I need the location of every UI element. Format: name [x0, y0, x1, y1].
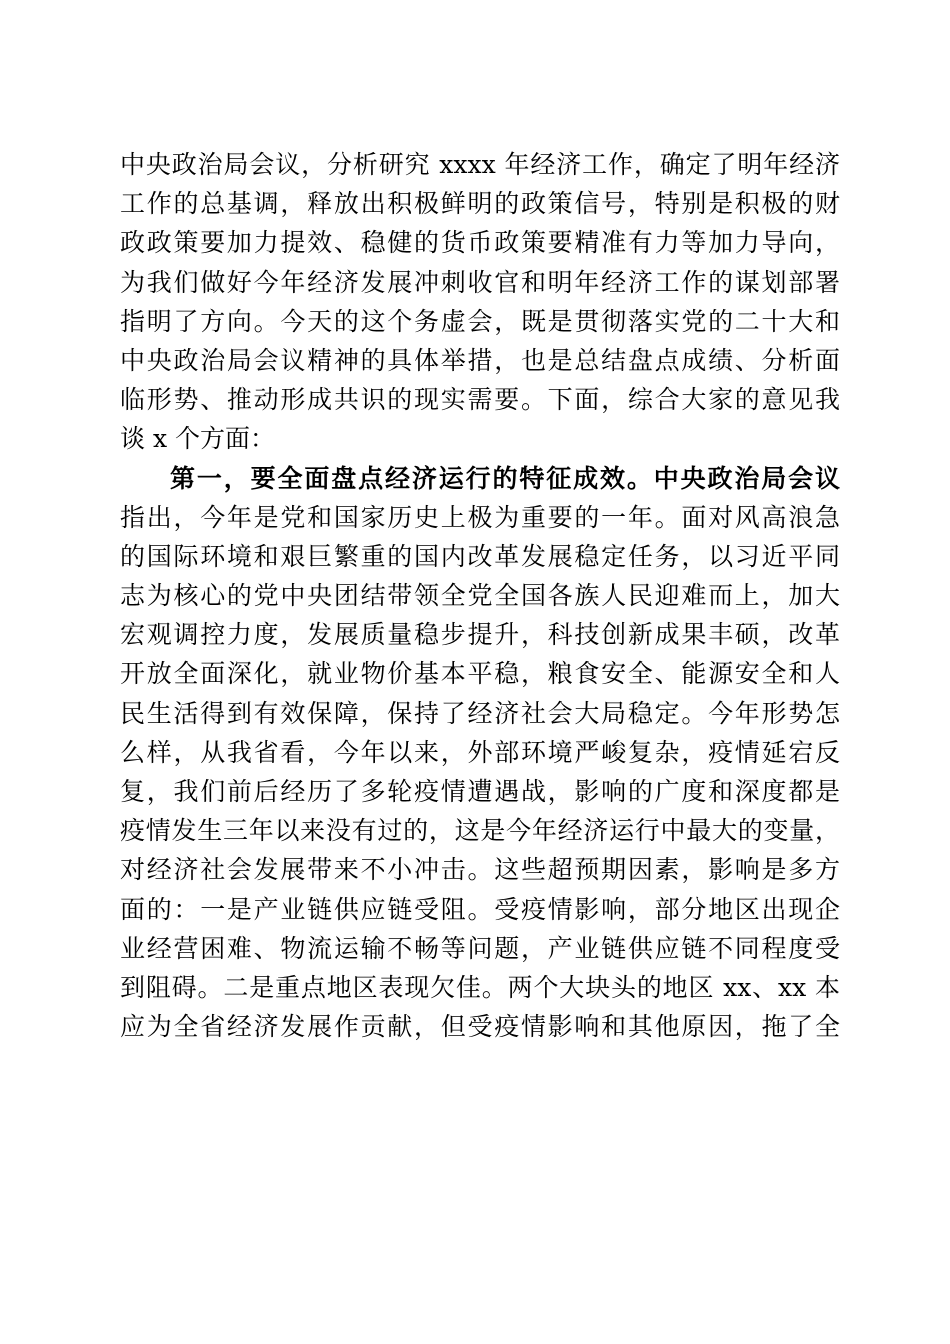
- text-line: 疫情发生三年以来没有过的，这是今年经济运行中最大的变量，: [120, 816, 840, 846]
- text-line: 中央政治局会议，分析研究 xxxx 年经济工作，确定了明年经济: [120, 150, 840, 179]
- text-line: 的国际环境和艰巨繁重的国内改革发展稳定任务，以习近平同: [120, 541, 840, 571]
- text-line: 指明了方向。今天的这个务虚会，既是贯彻落实党的二十大和: [120, 306, 840, 336]
- text-line: 面的：一是产业链供应链受阻。受疫情影响，部分地区出现企: [120, 894, 840, 924]
- text-line: 应为全省经济发展作贡献，但受疫情影响和其他原因，拖了全: [120, 1012, 840, 1042]
- text-line: 对经济社会发展带来不小冲击。这些超预期因素，影响是多方: [120, 855, 840, 885]
- text-line: 业经营困难、物流运输不畅等问题，产业链供应链不同程度受: [120, 933, 840, 963]
- text-line: 宏观调控力度，发展质量稳步提升，科技创新成果丰硕，改革: [120, 620, 840, 650]
- text-line: 政政策要加力提效、稳健的货币政策要精准有力等加力导向，: [120, 228, 840, 258]
- text-line: 到阻碍。二是重点地区表现欠佳。两个大块头的地区 xx、xx 本: [120, 972, 840, 1002]
- text-line: 工作的总基调，释放出积极鲜明的政策信号，特别是积极的财: [120, 189, 840, 219]
- text-line: 中央政治局会议精神的具体举措，也是总结盘点成绩、分析面: [120, 345, 840, 375]
- text-line: 民生活得到有效保障，保持了经济社会大局稳定。今年形势怎: [120, 698, 840, 728]
- text-line: 开放全面深化，就业物价基本平稳，粮食安全、能源安全和人: [120, 659, 840, 689]
- text-line: 临形势、推动形成共识的现实需要。下面，综合大家的意见我: [120, 385, 840, 415]
- body-text: [120, 145, 840, 1046]
- text-line: 谈 x 个方面：: [120, 424, 275, 454]
- section-heading: 第一，: [170, 463, 251, 493]
- text-line: 指出，今年是党和国家历史上极为重要的一年。面对风高浪急: [120, 502, 840, 532]
- text-line: 为我们做好今年经济发展冲刺收官和明年经济工作的谋划部署: [120, 267, 840, 297]
- section-heading-line: [120, 459, 840, 498]
- text-line: 志为核心的党中央团结带领全党全国各族人民迎难而上，加大: [120, 581, 840, 611]
- text-line: 么样，从我省看，今年以来，外部环境严峻复杂，疫情延宕反: [120, 737, 840, 767]
- text-line: 复，我们前后经历了多轮疫情遭遇战，影响的广度和深度都是: [120, 777, 840, 806]
- section-heading-text: 要全面盘点经济运行的特征成效。中央政治局会议: [250, 463, 840, 493]
